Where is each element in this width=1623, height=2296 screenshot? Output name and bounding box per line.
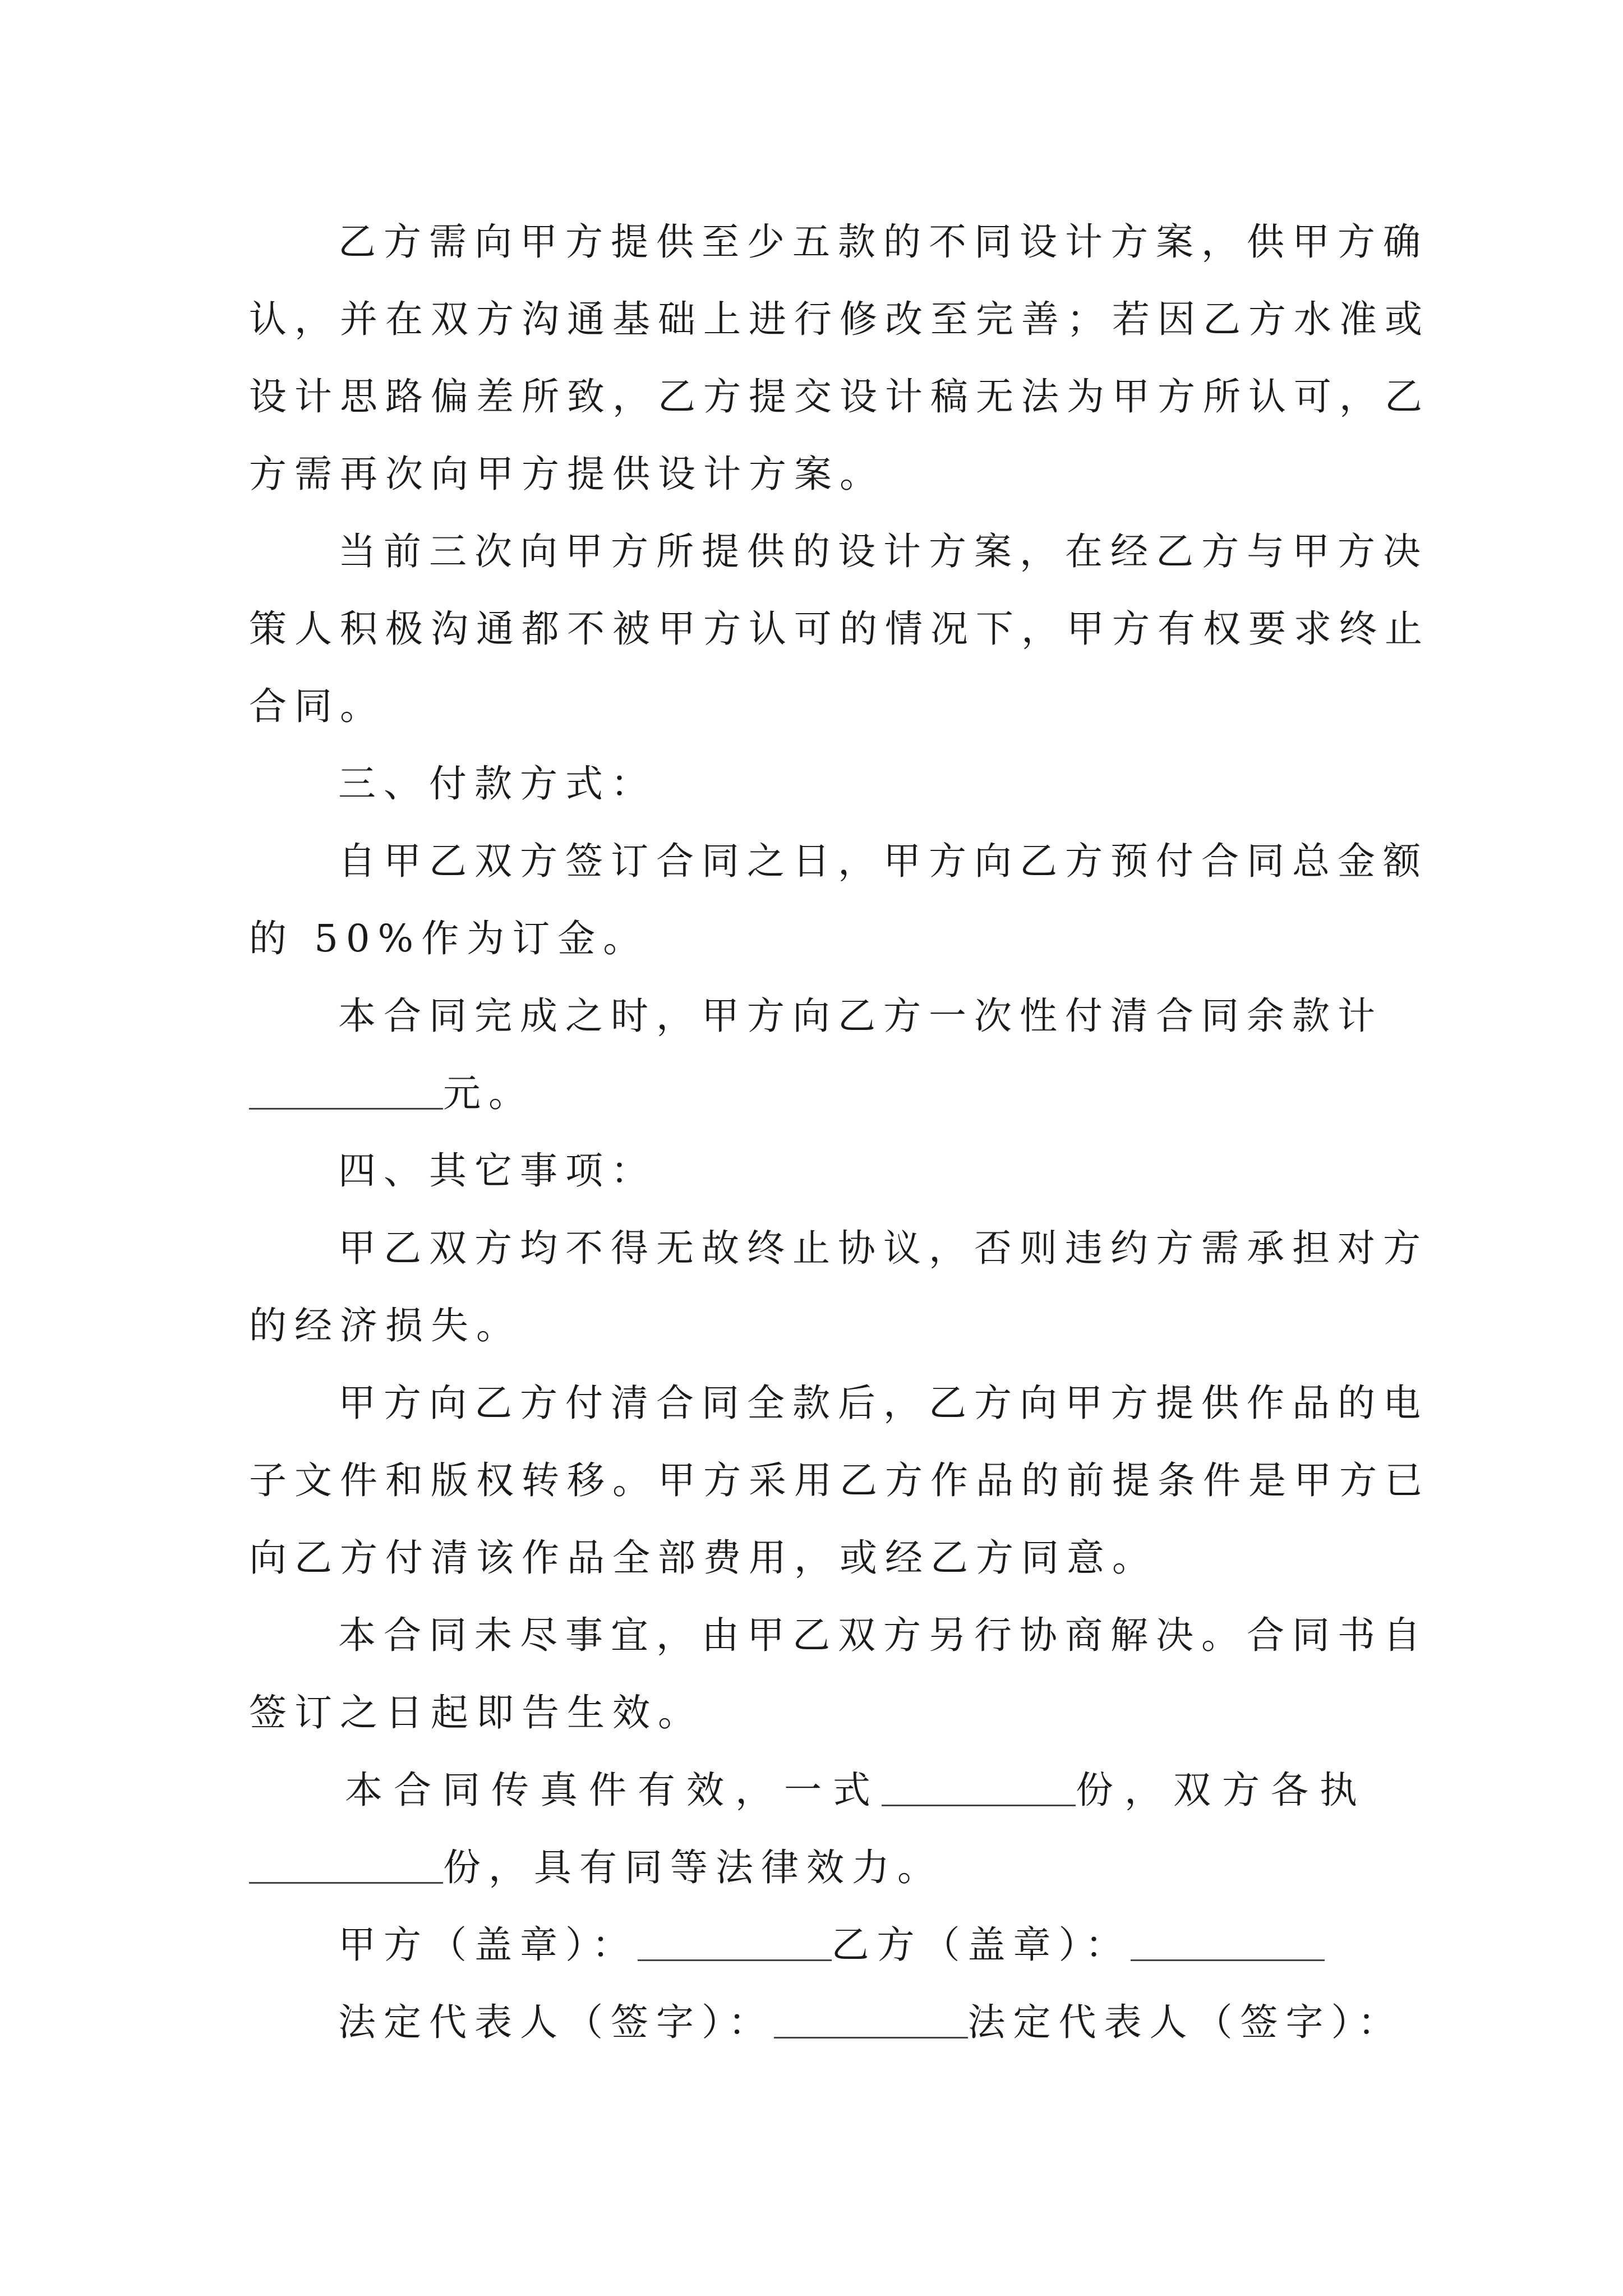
paragraph-line: 自甲乙双方签订合同之日，甲方向乙方预付合同总金额 [338, 839, 1428, 883]
paragraph-line: 向乙方付清该作品全部费用，或经乙方同意。 [249, 1536, 1158, 1580]
copies-text-3: 份，具有同等法律效力。 [443, 1846, 943, 1889]
paragraph-line: 合同。 [249, 684, 385, 728]
copies-each-blank [249, 1849, 443, 1884]
section-heading: 三、付款方式： [338, 762, 656, 806]
paragraph-line: 方需再次向甲方提供设计方案。 [249, 452, 885, 496]
party-b-seal-blank [1131, 1927, 1325, 1961]
copies-total-blank [882, 1772, 1076, 1806]
paragraph-line: 签订之日起即告生效。 [249, 1691, 703, 1734]
paragraph-line: 本合同未尽事宜，由甲乙双方另行协商解决。合同书自 [338, 1613, 1428, 1657]
party-b-seal-label: 乙方（盖章）： [831, 1923, 1131, 1967]
paragraph-line: 本合同完成之时，甲方向乙方一次性付清合同余款计 [338, 994, 1383, 1038]
paragraph-line: 的 50%作为订金。 [249, 917, 649, 960]
seal-line [338, 1923, 1325, 1967]
copies-line [345, 1768, 1368, 1812]
party-a-representative-label: 法定代表人（签字）： [338, 2000, 774, 2044]
paragraph-line: 的经济损失。 [249, 1304, 522, 1347]
paragraph-line: 认，并在双方沟通基础上进行修改至完善；若因乙方水准或 [249, 297, 1430, 341]
party-a-seal-label: 甲方（盖章）： [338, 1923, 638, 1967]
paragraph-line: 策人积极沟通都不被甲方认可的情况下，甲方有权要求终止 [249, 607, 1430, 651]
paragraph-line: 乙方需向甲方提供至少五款的不同设计方案，供甲方确 [338, 220, 1428, 264]
party-b-representative-label: 法定代表人（签字）： [967, 2000, 1403, 2044]
party-a-signature-blank [774, 2004, 968, 2039]
paragraph-line: 甲乙双方均不得无故终止协议，否则违约方需承担对方 [338, 1226, 1428, 1270]
paragraph-line [249, 1071, 534, 1115]
representative-line [338, 2000, 1403, 2044]
paragraph-line: 甲方向乙方付清合同全款后，乙方向甲方提供作品的电 [338, 1381, 1428, 1425]
paragraph-line: 当前三次向甲方所提供的设计方案，在经乙方与甲方决 [338, 530, 1428, 573]
copies-text-1: 本合同传真件有效，一式 [345, 1768, 882, 1812]
amount-blank [249, 1075, 443, 1110]
copies-text-2: 份，双方各执 [1076, 1768, 1368, 1812]
amount-unit: 元。 [443, 1071, 534, 1115]
paragraph-line: 设计思路偏差所致，乙方提交设计稿无法为甲方所认可，乙 [249, 375, 1430, 418]
party-a-seal-blank [638, 1927, 832, 1961]
copies-line [249, 1846, 943, 1889]
section-heading: 四、其它事项： [338, 1149, 656, 1193]
paragraph-line: 子文件和版权转移。甲方采用乙方作品的前提条件是甲方已 [249, 1458, 1430, 1502]
